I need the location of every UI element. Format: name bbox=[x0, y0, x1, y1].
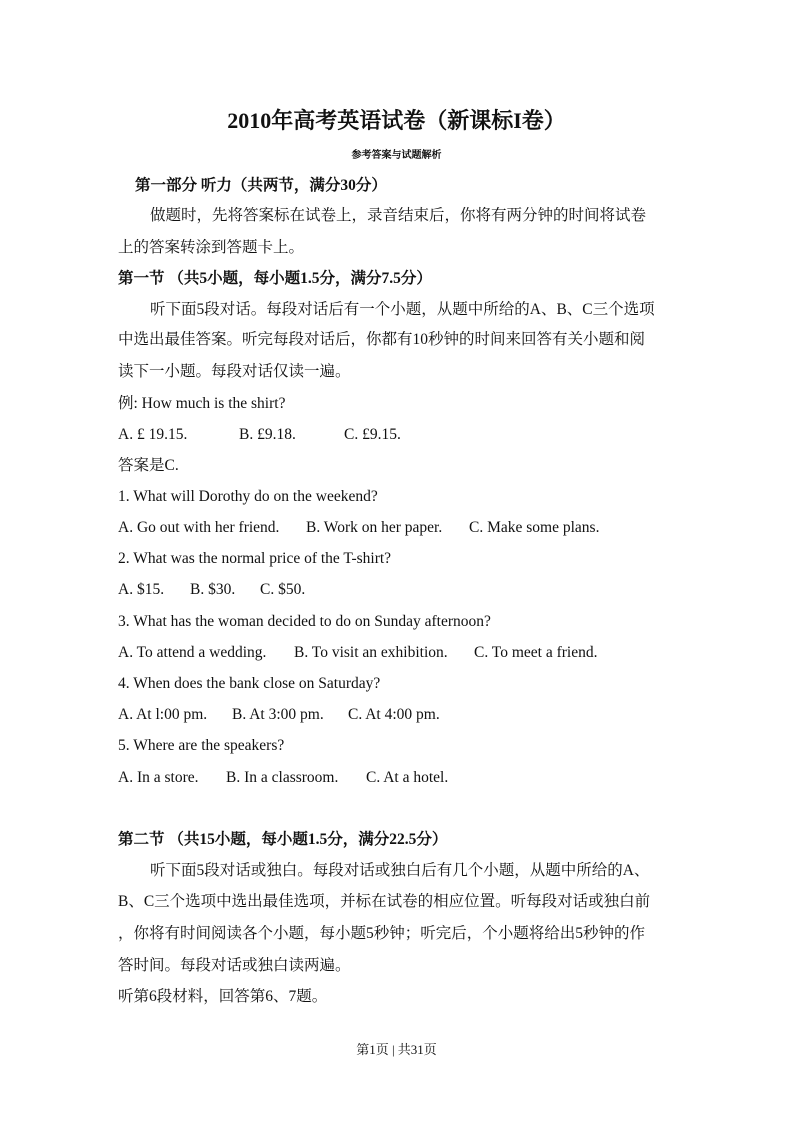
section2-intro-line: ，你将有时间阅读各个小题，每小题5秒钟；听完后，个小题将给出5秒钟的作 bbox=[118, 925, 646, 942]
option: A. Go out with her friend. bbox=[118, 519, 280, 536]
section1-intro-line: 听下面5段对话。每段对话后有一个小题，从题中所给的A、B、C三个选项 bbox=[150, 301, 655, 318]
example-question: 例: How much is the shirt? bbox=[118, 395, 286, 412]
page-footer: 第1页 | 共31页 bbox=[356, 1042, 437, 1057]
section2-intro-line: 答时间。每段对话或独白读两遍。 bbox=[118, 957, 351, 974]
option: B. To visit an exhibition. bbox=[294, 644, 448, 661]
section2-intro-line: B、C三个选项中选出最佳选项，并标在试卷的相应位置。听每段对话或独白前 bbox=[118, 893, 651, 910]
option: C. $50. bbox=[260, 581, 306, 598]
document-title: 2010年高考英语试卷（新课标I卷） bbox=[227, 108, 566, 133]
question-3-options bbox=[118, 642, 597, 664]
document-subtitle: 参考答案与试题解析 bbox=[351, 150, 442, 161]
option: C. At 4:00 pm. bbox=[348, 706, 440, 723]
option: B. Work on her paper. bbox=[306, 519, 443, 536]
option: A. In a store. bbox=[118, 769, 199, 786]
section1-intro-line: 中选出最佳答案。听完每段对话后，你都有10秒钟的时间来回答有关小题和阅 bbox=[118, 331, 646, 348]
question-5-options bbox=[118, 767, 448, 789]
option: B. In a classroom. bbox=[226, 769, 339, 786]
option: B. At 3:00 pm. bbox=[232, 706, 324, 723]
part1-intro-line: 做题时，先将答案标在试卷上，录音结束后，你将有两分钟的时间将试卷 bbox=[150, 207, 647, 224]
section2-heading: 第二节 （共15小题，每小题1.5分，满分22.5分） bbox=[118, 831, 448, 848]
question-4-options bbox=[118, 704, 440, 726]
example-answer: 答案是C. bbox=[118, 457, 179, 474]
option: A. At l:00 pm. bbox=[118, 706, 208, 723]
option: A. £ 19.15. bbox=[118, 426, 188, 443]
part1-heading: 第一部分 听力（共两节，满分30分） bbox=[135, 177, 387, 194]
option: C. To meet a friend. bbox=[474, 644, 598, 661]
option: A. To attend a wedding. bbox=[118, 644, 267, 661]
section1-intro-line: 读下一小题。每段对话仅读一遍。 bbox=[118, 363, 351, 380]
question-4: 4. When does the bank close on Saturday? bbox=[118, 675, 381, 692]
option: B. £9.18. bbox=[239, 426, 296, 443]
question-1-options bbox=[118, 517, 599, 539]
section1-heading: 第一节 （共5小题，每小题1.5分，满分7.5分） bbox=[118, 270, 432, 287]
question-2-options bbox=[118, 579, 305, 601]
option: C. Make some plans. bbox=[469, 519, 600, 536]
option: C. £9.15. bbox=[344, 426, 401, 443]
part1-intro-line: 上的答案转涂到答题卡上。 bbox=[118, 239, 305, 256]
option: A. $15. bbox=[118, 581, 165, 598]
option: C. At a hotel. bbox=[366, 769, 449, 786]
question-2: 2. What was the normal price of the T-shirt? bbox=[118, 550, 392, 567]
option: B. $30. bbox=[190, 581, 236, 598]
section2-instruction: 听第6段材料，回答第6、7题。 bbox=[118, 988, 328, 1005]
example-options bbox=[118, 424, 401, 446]
question-5: 5. Where are the speakers? bbox=[118, 737, 285, 754]
question-3: 3. What has the woman decided to do on Sunday afternoon? bbox=[118, 613, 491, 630]
section2-intro-line: 听下面5段对话或独白。每段对话或独白后有几个小题，从题中所给的A、 bbox=[150, 862, 650, 879]
question-1: 1. What will Dorothy do on the weekend? bbox=[118, 488, 378, 505]
